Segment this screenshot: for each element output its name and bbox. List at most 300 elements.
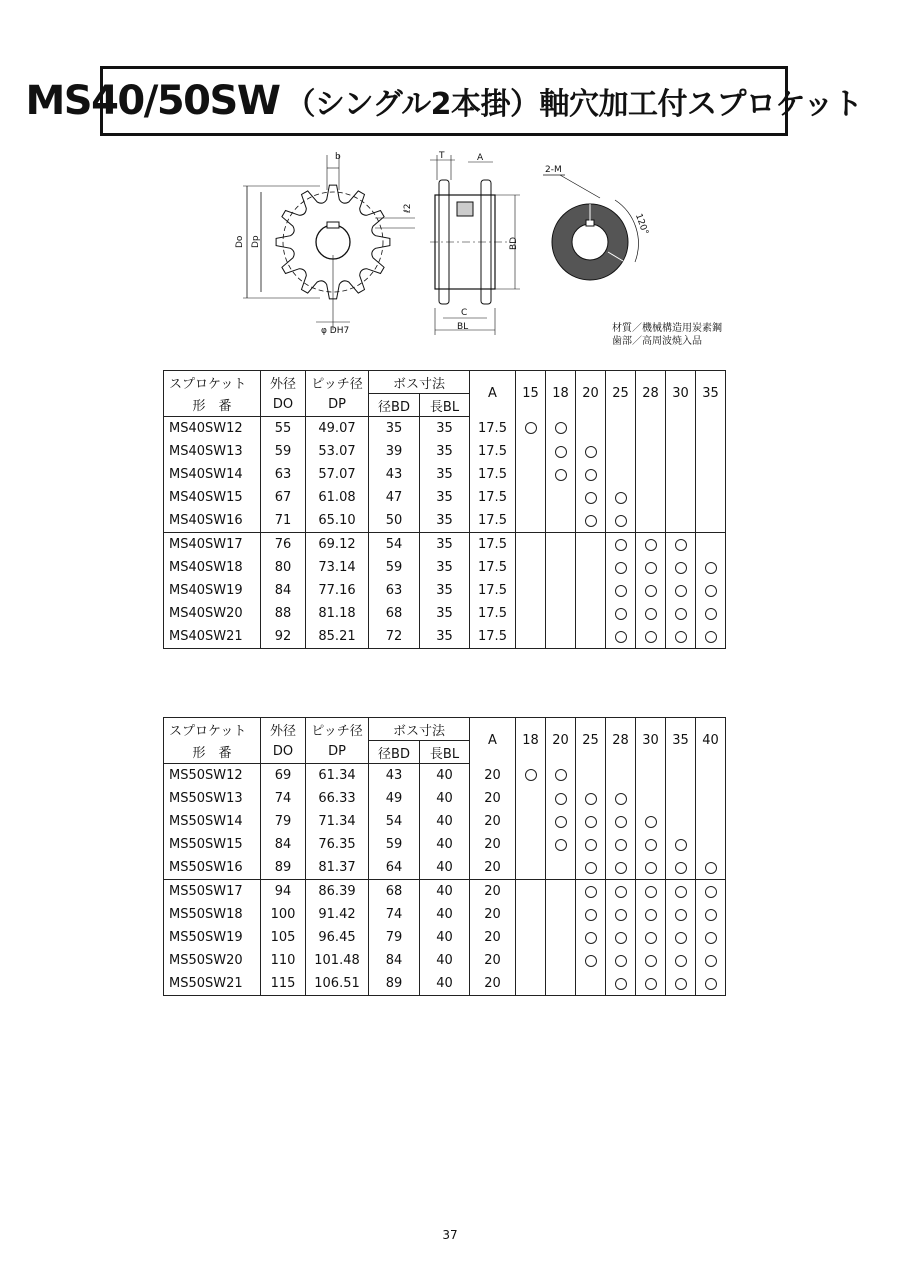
cell-bore-25 — [576, 856, 606, 880]
available-circle-icon — [675, 539, 687, 551]
material-line-1: 材質／機械構造用炭素鋼 — [612, 323, 722, 334]
cell-bore-30 — [666, 417, 696, 441]
available-circle-icon — [645, 539, 657, 551]
cell-bore-18 — [516, 880, 546, 904]
cell-bore-35 — [666, 856, 696, 880]
cell-bore-35 — [696, 417, 726, 441]
cell-do: 110 — [261, 949, 306, 972]
cell-bore-28 — [606, 903, 636, 926]
available-circle-icon — [585, 862, 597, 874]
cell-a: 17.5 — [470, 602, 516, 625]
cell-bore-30 — [666, 533, 696, 557]
cell-bore-15 — [516, 486, 546, 509]
available-circle-icon — [645, 909, 657, 921]
hdr-bl: 長BL — [420, 741, 470, 764]
available-circle-icon — [615, 492, 627, 504]
cell-bore-28 — [636, 625, 666, 649]
cell-bore-35 — [666, 903, 696, 926]
cell-bore-30 — [636, 949, 666, 972]
cell-bore-25 — [606, 625, 636, 649]
cell-bore-30 — [666, 509, 696, 533]
cell-bore-18 — [516, 856, 546, 880]
cell-bore-35 — [666, 764, 696, 788]
cell-bore-20 — [576, 579, 606, 602]
available-circle-icon — [705, 909, 717, 921]
cell-bore-20 — [576, 509, 606, 533]
label-t: T — [439, 151, 445, 161]
cell-bore-18 — [546, 509, 576, 533]
available-circle-icon — [555, 469, 567, 481]
available-circle-icon — [585, 446, 597, 458]
cell-bore-30 — [636, 787, 666, 810]
cell-bore-28 — [606, 810, 636, 833]
cell-a: 17.5 — [470, 440, 516, 463]
available-circle-icon — [585, 816, 597, 828]
cell-dp: 53.07 — [306, 440, 369, 463]
cell-bore-40 — [696, 972, 726, 996]
cell-bore-18 — [516, 833, 546, 856]
cell-do: 84 — [261, 579, 306, 602]
cell-bore-25 — [606, 602, 636, 625]
cell-bore-35 — [696, 625, 726, 649]
cell-bd: 72 — [369, 625, 420, 649]
cell-bore-30 — [666, 602, 696, 625]
hdr-name-1: スプロケット — [164, 371, 261, 394]
cell-do: 76 — [261, 533, 306, 557]
cell-bore-40 — [696, 856, 726, 880]
cell-dp: 86.39 — [306, 880, 369, 904]
cell-bore-30 — [636, 903, 666, 926]
hdr-bore: 40 — [696, 718, 726, 764]
cell-bore-28 — [636, 533, 666, 557]
cell-bore-20 — [546, 856, 576, 880]
available-circle-icon — [705, 562, 717, 574]
cell-dp: 77.16 — [306, 579, 369, 602]
cell-bd: 59 — [369, 556, 420, 579]
cell-name: MS40SW20 — [164, 602, 261, 625]
available-circle-icon — [555, 446, 567, 458]
cell-bore-18 — [546, 533, 576, 557]
cell-bd: 64 — [369, 856, 420, 880]
cell-dp: 49.07 — [306, 417, 369, 441]
cell-bl: 40 — [420, 926, 470, 949]
cell-bore-20 — [546, 810, 576, 833]
hdr-od-1: 外径 — [261, 718, 306, 741]
cell-bore-35 — [666, 972, 696, 996]
table-row — [164, 509, 726, 533]
cell-bore-28 — [606, 787, 636, 810]
table-row — [164, 579, 726, 602]
cell-bd: 79 — [369, 926, 420, 949]
cell-bore-15 — [516, 509, 546, 533]
cell-bl: 35 — [420, 602, 470, 625]
cell-bore-35 — [666, 833, 696, 856]
available-circle-icon — [675, 631, 687, 643]
available-circle-icon — [555, 769, 567, 781]
cell-bore-35 — [696, 533, 726, 557]
hdr-name-2: 形 番 — [164, 394, 261, 417]
cell-dp: 65.10 — [306, 509, 369, 533]
available-circle-icon — [675, 886, 687, 898]
hdr-pd-2: DP — [306, 741, 369, 764]
hdr-boss: ボス寸法 — [369, 371, 470, 394]
cell-do: 79 — [261, 810, 306, 833]
table-row — [164, 486, 726, 509]
cell-bore-20 — [576, 486, 606, 509]
cell-dp: 85.21 — [306, 625, 369, 649]
cell-dp: 66.33 — [306, 787, 369, 810]
available-circle-icon — [615, 631, 627, 643]
cell-bl: 40 — [420, 764, 470, 788]
cell-name: MS40SW14 — [164, 463, 261, 486]
cell-bore-25 — [576, 972, 606, 996]
cell-dp: 73.14 — [306, 556, 369, 579]
material-line-2: 歯部／高周波焼入品 — [612, 336, 702, 347]
hdr-bore: 28 — [636, 371, 666, 417]
sprocket-diagram — [225, 150, 765, 350]
cell-bore-18 — [516, 972, 546, 996]
cell-bore-18 — [516, 926, 546, 949]
cell-bore-20 — [576, 440, 606, 463]
cell-bore-20 — [576, 556, 606, 579]
cell-do: 105 — [261, 926, 306, 949]
cell-a: 17.5 — [470, 625, 516, 649]
cell-bore-28 — [606, 949, 636, 972]
available-circle-icon — [615, 608, 627, 620]
cell-a: 20 — [470, 903, 516, 926]
cell-bore-20 — [576, 417, 606, 441]
available-circle-icon — [675, 562, 687, 574]
cell-bore-20 — [576, 533, 606, 557]
hdr-pd-1: ピッチ径 — [306, 718, 369, 741]
hdr-boss: ボス寸法 — [369, 718, 470, 741]
cell-bore-25 — [576, 949, 606, 972]
cell-bore-28 — [636, 509, 666, 533]
cell-bore-35 — [696, 602, 726, 625]
label-dp: Dp — [251, 235, 261, 248]
cell-bore-18 — [516, 787, 546, 810]
cell-bore-25 — [606, 486, 636, 509]
side-view — [430, 155, 520, 335]
cell-bl: 35 — [420, 533, 470, 557]
cell-bl: 35 — [420, 440, 470, 463]
table-row — [164, 764, 726, 788]
cell-bl: 35 — [420, 509, 470, 533]
available-circle-icon — [615, 839, 627, 851]
hdr-bore: 35 — [696, 371, 726, 417]
cell-bl: 40 — [420, 787, 470, 810]
cell-bore-28 — [636, 556, 666, 579]
cell-dp: 81.37 — [306, 856, 369, 880]
cell-bore-28 — [636, 579, 666, 602]
cell-name: MS50SW15 — [164, 833, 261, 856]
cell-name: MS40SW12 — [164, 417, 261, 441]
cell-do: 74 — [261, 787, 306, 810]
title-main: MS40/50SW — [25, 78, 280, 124]
hdr-pd-2: DP — [306, 394, 369, 417]
hdr-bl: 長BL — [420, 394, 470, 417]
cell-bore-20 — [546, 949, 576, 972]
cell-bl: 40 — [420, 833, 470, 856]
cell-bore-28 — [636, 440, 666, 463]
label-bl: BL — [457, 322, 469, 332]
cell-bd: 50 — [369, 509, 420, 533]
table-row — [164, 417, 726, 441]
cell-bore-28 — [636, 417, 666, 441]
hdr-bore: 30 — [636, 718, 666, 764]
cell-bore-35 — [696, 556, 726, 579]
cell-do: 80 — [261, 556, 306, 579]
hdr-name-1: スプロケット — [164, 718, 261, 741]
cell-a: 17.5 — [470, 509, 516, 533]
available-circle-icon — [705, 585, 717, 597]
cell-do: 84 — [261, 833, 306, 856]
cell-do: 92 — [261, 625, 306, 649]
cell-bore-25 — [576, 810, 606, 833]
cell-bore-40 — [696, 949, 726, 972]
cell-name: MS50SW21 — [164, 972, 261, 996]
cell-bl: 35 — [420, 486, 470, 509]
available-circle-icon — [585, 492, 597, 504]
available-circle-icon — [645, 631, 657, 643]
cell-dp: 91.42 — [306, 903, 369, 926]
available-circle-icon — [615, 955, 627, 967]
cell-bore-35 — [666, 810, 696, 833]
table-row — [164, 833, 726, 856]
cell-a: 20 — [470, 810, 516, 833]
available-circle-icon — [585, 909, 597, 921]
cell-name: MS50SW18 — [164, 903, 261, 926]
cell-bore-18 — [546, 602, 576, 625]
cell-bore-30 — [636, 972, 666, 996]
available-circle-icon — [585, 886, 597, 898]
table-row — [164, 602, 726, 625]
cell-bore-20 — [546, 903, 576, 926]
available-circle-icon — [555, 839, 567, 851]
cell-a: 17.5 — [470, 579, 516, 602]
hdr-bore: 28 — [606, 718, 636, 764]
table-row — [164, 787, 726, 810]
cell-bl: 40 — [420, 949, 470, 972]
cell-do: 71 — [261, 509, 306, 533]
cell-bore-20 — [546, 764, 576, 788]
available-circle-icon — [675, 909, 687, 921]
available-circle-icon — [705, 978, 717, 990]
cell-name: MS50SW19 — [164, 926, 261, 949]
cell-bore-25 — [606, 533, 636, 557]
cell-bore-20 — [546, 926, 576, 949]
hdr-bore: 25 — [606, 371, 636, 417]
label-a: A — [477, 153, 484, 163]
available-circle-icon — [645, 816, 657, 828]
cell-bore-18 — [516, 949, 546, 972]
available-circle-icon — [585, 932, 597, 944]
cell-bl: 40 — [420, 810, 470, 833]
cell-dp: 71.34 — [306, 810, 369, 833]
available-circle-icon — [675, 955, 687, 967]
cell-bd: 43 — [369, 463, 420, 486]
cell-bore-35 — [696, 509, 726, 533]
cell-bd: 84 — [369, 949, 420, 972]
available-circle-icon — [555, 816, 567, 828]
available-circle-icon — [615, 862, 627, 874]
cell-bore-30 — [666, 486, 696, 509]
hdr-bd: 径BD — [369, 394, 420, 417]
cell-bore-28 — [636, 486, 666, 509]
cell-bd: 54 — [369, 533, 420, 557]
page-number: 37 — [442, 1228, 458, 1242]
cell-name: MS40SW18 — [164, 556, 261, 579]
cell-bore-35 — [666, 926, 696, 949]
hdr-bore: 25 — [576, 718, 606, 764]
cell-do: 89 — [261, 856, 306, 880]
available-circle-icon — [675, 839, 687, 851]
cell-bore-35 — [666, 787, 696, 810]
available-circle-icon — [615, 816, 627, 828]
cell-bore-20 — [546, 972, 576, 996]
available-circle-icon — [525, 422, 537, 434]
available-circle-icon — [645, 978, 657, 990]
table-row — [164, 625, 726, 649]
available-circle-icon — [585, 955, 597, 967]
table-row — [164, 880, 726, 904]
cell-bore-25 — [576, 833, 606, 856]
cell-name: MS40SW16 — [164, 509, 261, 533]
title-box — [25, 66, 863, 136]
cell-bore-40 — [696, 926, 726, 949]
cell-a: 20 — [470, 787, 516, 810]
cell-dp: 61.08 — [306, 486, 369, 509]
cell-bore-35 — [666, 949, 696, 972]
cell-bore-25 — [606, 417, 636, 441]
hdr-bd: 径BD — [369, 741, 420, 764]
cell-a: 17.5 — [470, 486, 516, 509]
cell-bore-18 — [546, 625, 576, 649]
cell-bore-28 — [606, 880, 636, 904]
cell-a: 17.5 — [470, 533, 516, 557]
cell-name: MS40SW17 — [164, 533, 261, 557]
cell-bore-25 — [576, 926, 606, 949]
cell-bore-15 — [516, 602, 546, 625]
cell-bore-18 — [516, 810, 546, 833]
available-circle-icon — [705, 955, 717, 967]
cell-dp: 57.07 — [306, 463, 369, 486]
available-circle-icon — [645, 886, 657, 898]
cell-bore-35 — [696, 579, 726, 602]
cell-bore-28 — [636, 602, 666, 625]
cell-bd: 68 — [369, 880, 420, 904]
cell-do: 94 — [261, 880, 306, 904]
available-circle-icon — [645, 608, 657, 620]
table-row — [164, 533, 726, 557]
cell-name: MS50SW12 — [164, 764, 261, 788]
cell-bore-25 — [576, 787, 606, 810]
cell-bore-18 — [546, 579, 576, 602]
cell-bd: 49 — [369, 787, 420, 810]
cell-dp: 96.45 — [306, 926, 369, 949]
cell-bore-40 — [696, 903, 726, 926]
cell-bl: 35 — [420, 579, 470, 602]
cell-do: 115 — [261, 972, 306, 996]
cell-bore-30 — [666, 556, 696, 579]
available-circle-icon — [615, 515, 627, 527]
cell-bl: 40 — [420, 880, 470, 904]
cell-a: 20 — [470, 949, 516, 972]
cell-bore-20 — [546, 833, 576, 856]
cell-bore-30 — [666, 463, 696, 486]
cell-bore-15 — [516, 533, 546, 557]
cell-do: 63 — [261, 463, 306, 486]
cell-bl: 35 — [420, 463, 470, 486]
available-circle-icon — [675, 608, 687, 620]
available-circle-icon — [675, 862, 687, 874]
cell-bore-18 — [546, 556, 576, 579]
hdr-pd-1: ピッチ径 — [306, 371, 369, 394]
cell-bore-30 — [636, 880, 666, 904]
available-circle-icon — [615, 585, 627, 597]
table-row — [164, 949, 726, 972]
hdr-a: A — [470, 718, 516, 764]
cell-a: 17.5 — [470, 556, 516, 579]
cell-bd: 59 — [369, 833, 420, 856]
cell-bore-40 — [696, 833, 726, 856]
cell-bore-28 — [606, 926, 636, 949]
cell-dp: 81.18 — [306, 602, 369, 625]
cell-bore-15 — [516, 463, 546, 486]
available-circle-icon — [585, 839, 597, 851]
table-row — [164, 440, 726, 463]
cell-dp: 101.48 — [306, 949, 369, 972]
cell-do: 59 — [261, 440, 306, 463]
cell-name: MS50SW16 — [164, 856, 261, 880]
hdr-bore: 15 — [516, 371, 546, 417]
cell-bore-30 — [666, 440, 696, 463]
cell-do: 67 — [261, 486, 306, 509]
cell-bore-15 — [516, 417, 546, 441]
available-circle-icon — [615, 978, 627, 990]
table-row — [164, 926, 726, 949]
cell-dp: 69.12 — [306, 533, 369, 557]
cell-bd: 47 — [369, 486, 420, 509]
cell-bore-25 — [606, 579, 636, 602]
cell-dp: 106.51 — [306, 972, 369, 996]
cell-a: 20 — [470, 926, 516, 949]
cell-bore-20 — [546, 880, 576, 904]
cell-bore-30 — [636, 764, 666, 788]
table-row — [164, 903, 726, 926]
table-row — [164, 463, 726, 486]
cell-bore-15 — [516, 625, 546, 649]
cell-bd: 43 — [369, 764, 420, 788]
cell-bore-40 — [696, 764, 726, 788]
cell-bore-30 — [666, 579, 696, 602]
cell-bore-28 — [606, 972, 636, 996]
available-circle-icon — [645, 955, 657, 967]
cell-bore-25 — [576, 764, 606, 788]
cell-bore-30 — [636, 833, 666, 856]
label-c: C — [461, 308, 468, 318]
cell-bl: 35 — [420, 556, 470, 579]
available-circle-icon — [675, 978, 687, 990]
hdr-od-2: DO — [261, 394, 306, 417]
table-row — [164, 972, 726, 996]
available-circle-icon — [705, 862, 717, 874]
cell-bore-20 — [576, 463, 606, 486]
available-circle-icon — [675, 932, 687, 944]
cell-bore-18 — [516, 764, 546, 788]
hdr-bore: 30 — [666, 371, 696, 417]
title-sub: （シングル2本掛）軸穴加工付スプロケット — [285, 87, 863, 122]
